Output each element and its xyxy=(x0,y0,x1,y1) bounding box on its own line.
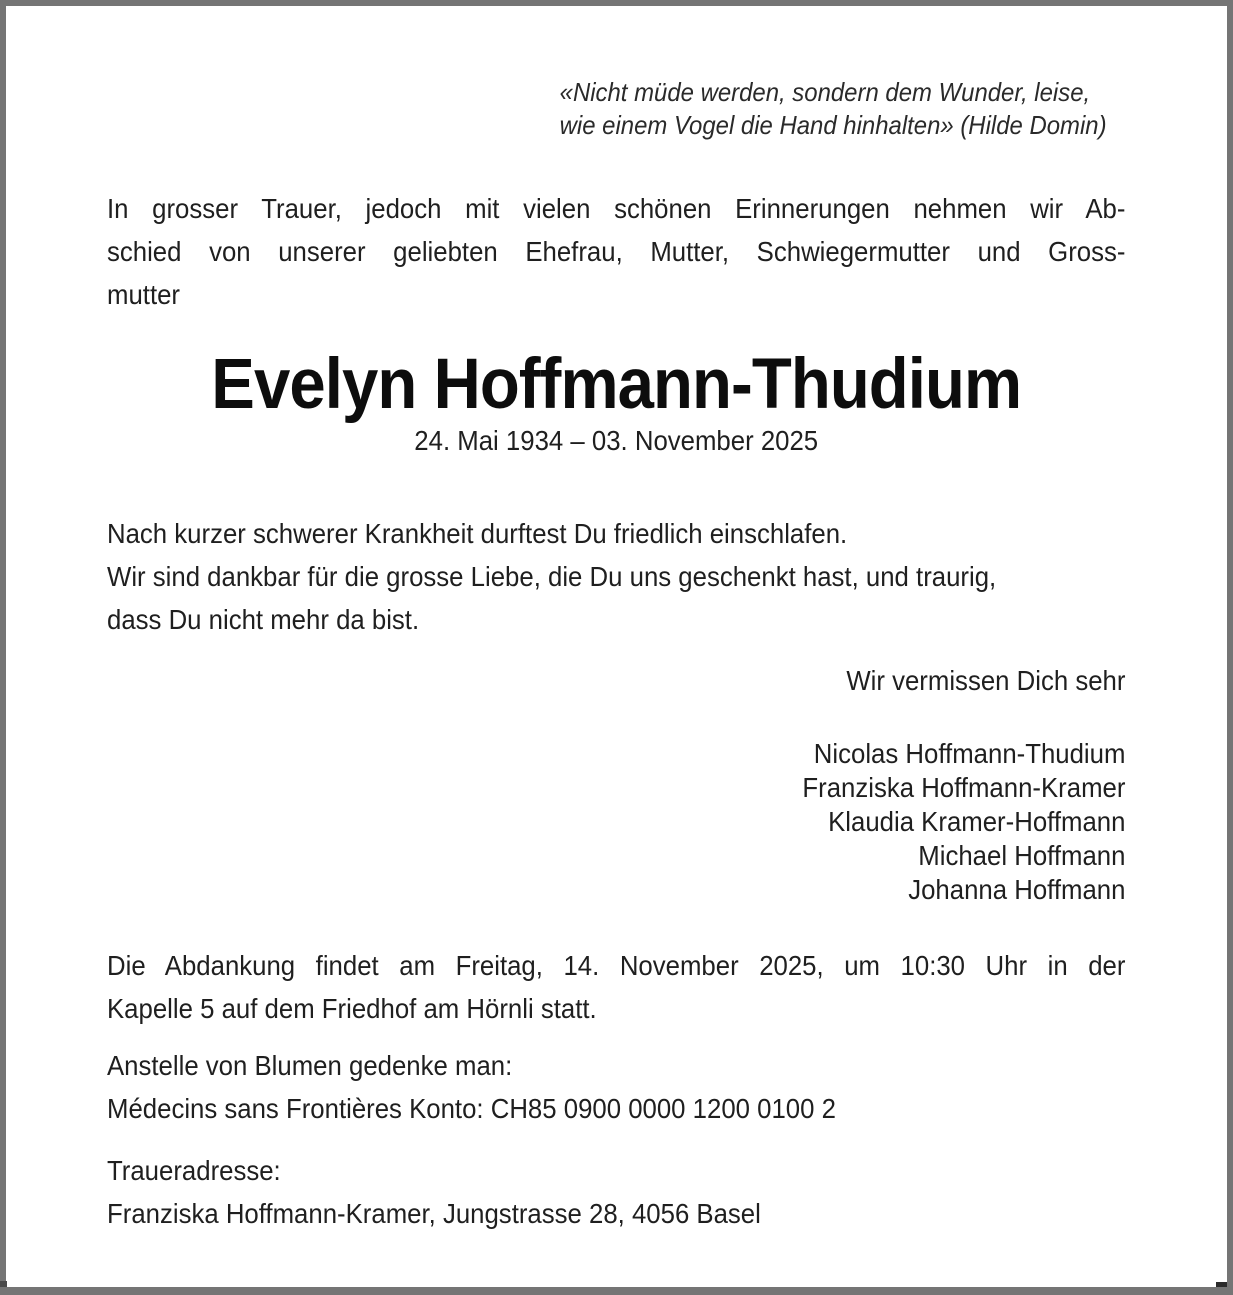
text-line: Kapelle 5 auf dem Friedhof am Hörnli statt. xyxy=(107,993,597,1024)
text-line: Franziska Hoffmann-Kramer, Jungstrasse 28, 4056 Basel xyxy=(107,1198,761,1229)
notice-content xyxy=(107,0,1125,1295)
scan-artifact-bottom-right xyxy=(1216,1282,1227,1287)
scan-frame-left xyxy=(0,6,6,1281)
intro-paragraph xyxy=(107,187,1125,316)
text-line: Nicolas Hoffmann-Thudium xyxy=(813,738,1126,769)
farewell-paragraph xyxy=(107,512,1125,641)
text-line: Médecins sans Frontières Konto: CH85 0900 0000 1200 0100 2 xyxy=(107,1093,836,1124)
text-line: Nach kurzer schwerer Krankheit durftest Du friedlich einschlafen. xyxy=(107,518,848,549)
text-line: Anstelle von Blumen gedenke man: xyxy=(107,1050,513,1081)
text-line: mutter xyxy=(107,279,181,310)
text-line: dass Du nicht mehr da bist. xyxy=(107,604,420,635)
service-info xyxy=(107,944,1125,1030)
text-line: wie einem Vogel die Hand hinhalten» (Hilde Domin) xyxy=(559,110,1107,140)
text-line: «Nicht müde werden, sondern dem Wunder, leise, xyxy=(559,77,1091,107)
deceased-name: Evelyn Hoffmann-Thudium xyxy=(211,345,1022,424)
donation-info xyxy=(107,1044,1125,1130)
text-line: Klaudia Kramer-Hoffmann xyxy=(828,806,1126,837)
scan-artifact-bottom-left xyxy=(0,1281,7,1287)
text-line: Die Abdankung findet am Freitag, 14. November 2025, um 10:30 Uhr in der xyxy=(107,950,1126,981)
text-line: In grosser Trauer, jedoch mit vielen schönen Erinnerungen nehmen wir Ab- xyxy=(107,193,1126,224)
text-line: Johanna Hoffmann xyxy=(908,874,1126,905)
text-line: Wir sind dankbar für die grosse Liebe, die Du uns geschenkt hast, und traurig, xyxy=(107,561,997,592)
text-line: Traueradresse: xyxy=(107,1155,281,1186)
life-dates: 24. Mai 1934 – 03. November 2025 xyxy=(414,425,819,456)
text-line: Franziska Hoffmann-Kramer xyxy=(802,772,1126,803)
mourning-address xyxy=(107,1149,1125,1235)
missing-you-line: Wir vermissen Dich sehr xyxy=(846,665,1126,696)
mourners-list xyxy=(107,737,1125,907)
scan-frame-right xyxy=(1227,6,1233,1287)
text-line: schied von unserer geliebten Ehefrau, Mutter, Schwiegermutter und Gross- xyxy=(107,236,1126,267)
text-line: Michael Hoffmann xyxy=(918,840,1126,871)
memorial-quote xyxy=(560,76,1130,142)
